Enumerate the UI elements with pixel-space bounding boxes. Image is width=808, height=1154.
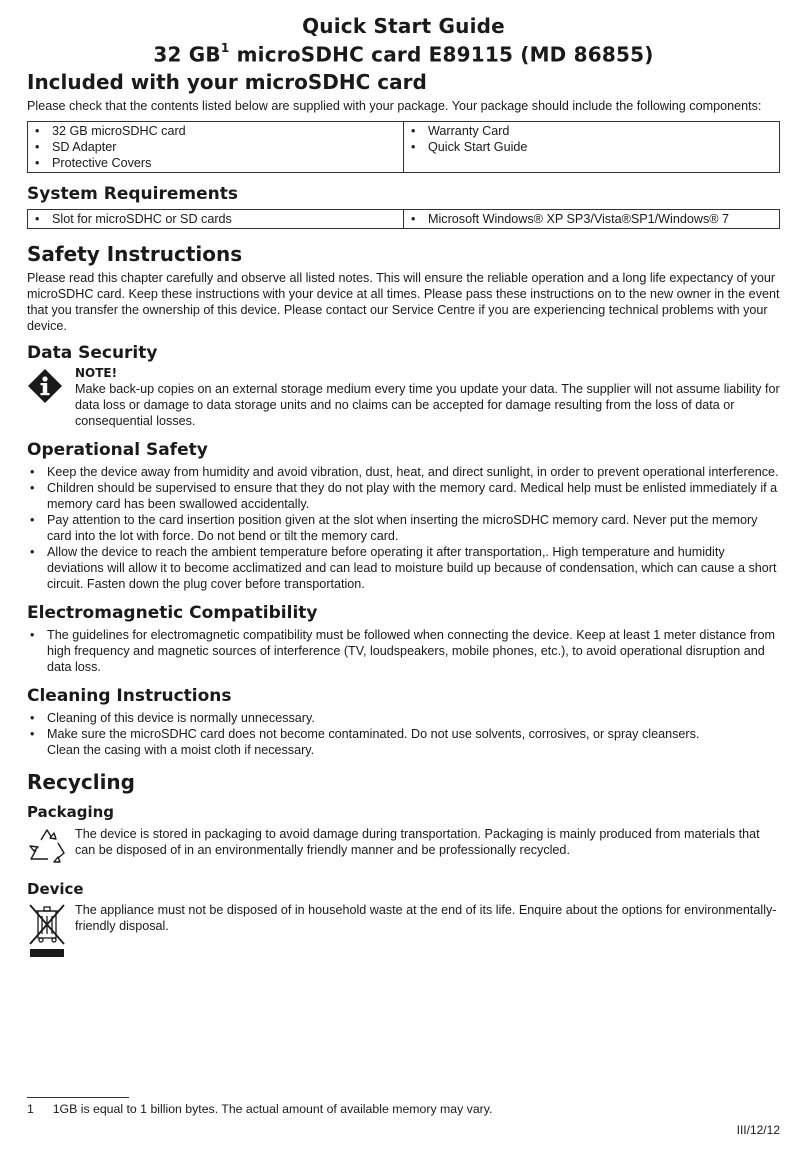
system-requirements-table	[27, 209, 780, 229]
device-section	[27, 902, 780, 960]
operational-safety-list	[27, 464, 780, 592]
recycle-icon	[27, 826, 67, 864]
list-item: • Keep the device away from humidity and avoid vibration, dust, heat, and direct sunlight, in order to prevent operational interference.	[27, 464, 780, 480]
info-icon	[27, 368, 63, 404]
title-line-1: Quick Start Guide	[302, 14, 505, 38]
list-item: • Cleaning of this device is normally unnecessary.	[27, 710, 780, 726]
footnote-number: 1	[27, 1102, 34, 1116]
system-requirements-heading: System Requirements	[27, 183, 238, 204]
list-item: • 32 GB microSDHC card	[32, 123, 403, 139]
list-item: • Pay attention to the card insertion position given at the slot when inserting the microSDHC memory card. Never put the memory card into the lot with force. Do not bend or tilt the memory card.	[27, 512, 780, 544]
included-heading: Included with your microSDHC card	[27, 69, 427, 94]
data-security-heading: Data Security	[27, 342, 158, 363]
device-heading: Device	[27, 879, 84, 898]
cleaning-heading: Cleaning Instructions	[27, 685, 232, 706]
document-number: III/12/12	[736, 1123, 780, 1137]
emc-list	[27, 627, 780, 675]
operational-safety-heading: Operational Safety	[27, 439, 208, 460]
footnote	[27, 1101, 492, 1117]
safety-intro: Please read this chapter carefully and observe all listed notes. This will ensure the reliable operation and a long life expectancy of your microSDHC card. Keep these instructions with your device at all times. Please pass these instructions on to the new owner in the event that you transfer the ownership of this device. Please contact our Service Centre if you are experiencing technical problems with your device.	[27, 270, 780, 333]
package-contents-left	[28, 121, 404, 172]
list-item: • Slot for microSDHC or SD cards	[32, 211, 403, 227]
footnote-text: 1GB is equal to 1 billion bytes. The actual amount of available memory may vary.	[52, 1102, 493, 1116]
device-text: The appliance must not be disposed of in household waste at the end of its life. Enquire about the options for environmentally-friendly disposal.	[75, 902, 777, 933]
list-item	[27, 726, 780, 758]
document-title	[27, 14, 780, 67]
cleaning-item-line: Clean the casing with a moist cloth if necessary.	[47, 742, 315, 757]
package-contents-table	[27, 121, 780, 173]
list-item: • The guidelines for electromagnetic compatibility must be followed when connecting the device. Keep at least 1 meter distance from high frequency and magnetic sources of interference (TV, loudspeakers, mobile phones, etc.), to avoid operational disruption and data loss.	[27, 627, 780, 675]
list-item: • SD Adapter	[32, 139, 403, 155]
emc-heading: Electromagnetic Compatibility	[27, 602, 318, 623]
footnote-rule	[27, 1097, 129, 1098]
list-item: • Protective Covers	[32, 155, 403, 171]
list-item: • Microsoft Windows® XP SP3/Vista®SP1/Windows® 7	[408, 211, 779, 227]
packaging-text: The device is stored in packaging to avoid damage during transportation. Packaging is mainly produced from materials that can be disposed of in an environmentally friendly manner and be professionally recycled.	[75, 826, 760, 857]
list-item: • Allow the device to reach the ambient temperature before operating it after transportation,. High temperature and humidity deviations will allow it to become acclimatized and can lead to moisture build up because of condensation, which can cause a short circuit. Fasten down the plug cover before transportation.	[27, 544, 780, 592]
title-product: microSDHC card E89115 (MD 86855)	[229, 42, 654, 67]
title-capacity: 32 GB	[153, 42, 221, 67]
note-text: Make back-up copies on an external storage medium every time you update your data. The supplier will not assume liability for data loss or damage to data storage units and no claims can be accepted for damage resulting from the loss of data or consequential losses.	[75, 381, 780, 428]
safety-heading: Safety Instructions	[27, 241, 243, 266]
list-item: • Warranty Card	[408, 123, 779, 139]
note-box	[27, 366, 780, 429]
list-item: • Quick Start Guide	[408, 139, 779, 155]
cleaning-list	[27, 710, 780, 758]
note-label: NOTE!	[75, 365, 118, 380]
document-page	[27, 14, 780, 960]
cleaning-item-line: • Make sure the microSDHC card does not become contaminated. Do not use solvents, corrosives, or spray cleansers.	[47, 726, 700, 741]
package-contents-right	[404, 121, 780, 172]
packaging-section	[27, 826, 780, 866]
included-intro: Please check that the contents listed below are supplied with your package. Your package should include the following components:	[27, 98, 762, 113]
footnote-marker: 1	[220, 41, 230, 55]
crossed-out-bin-icon	[27, 902, 67, 960]
packaging-heading: Packaging	[27, 802, 114, 821]
list-item: • Children should be supervised to ensure that they do not play with the memory card. Medical help must be enlisted immediately if a memory card has been swallowed accidentally.	[27, 480, 780, 512]
recycling-heading: Recycling	[27, 769, 135, 794]
title-line-2	[27, 38, 780, 67]
